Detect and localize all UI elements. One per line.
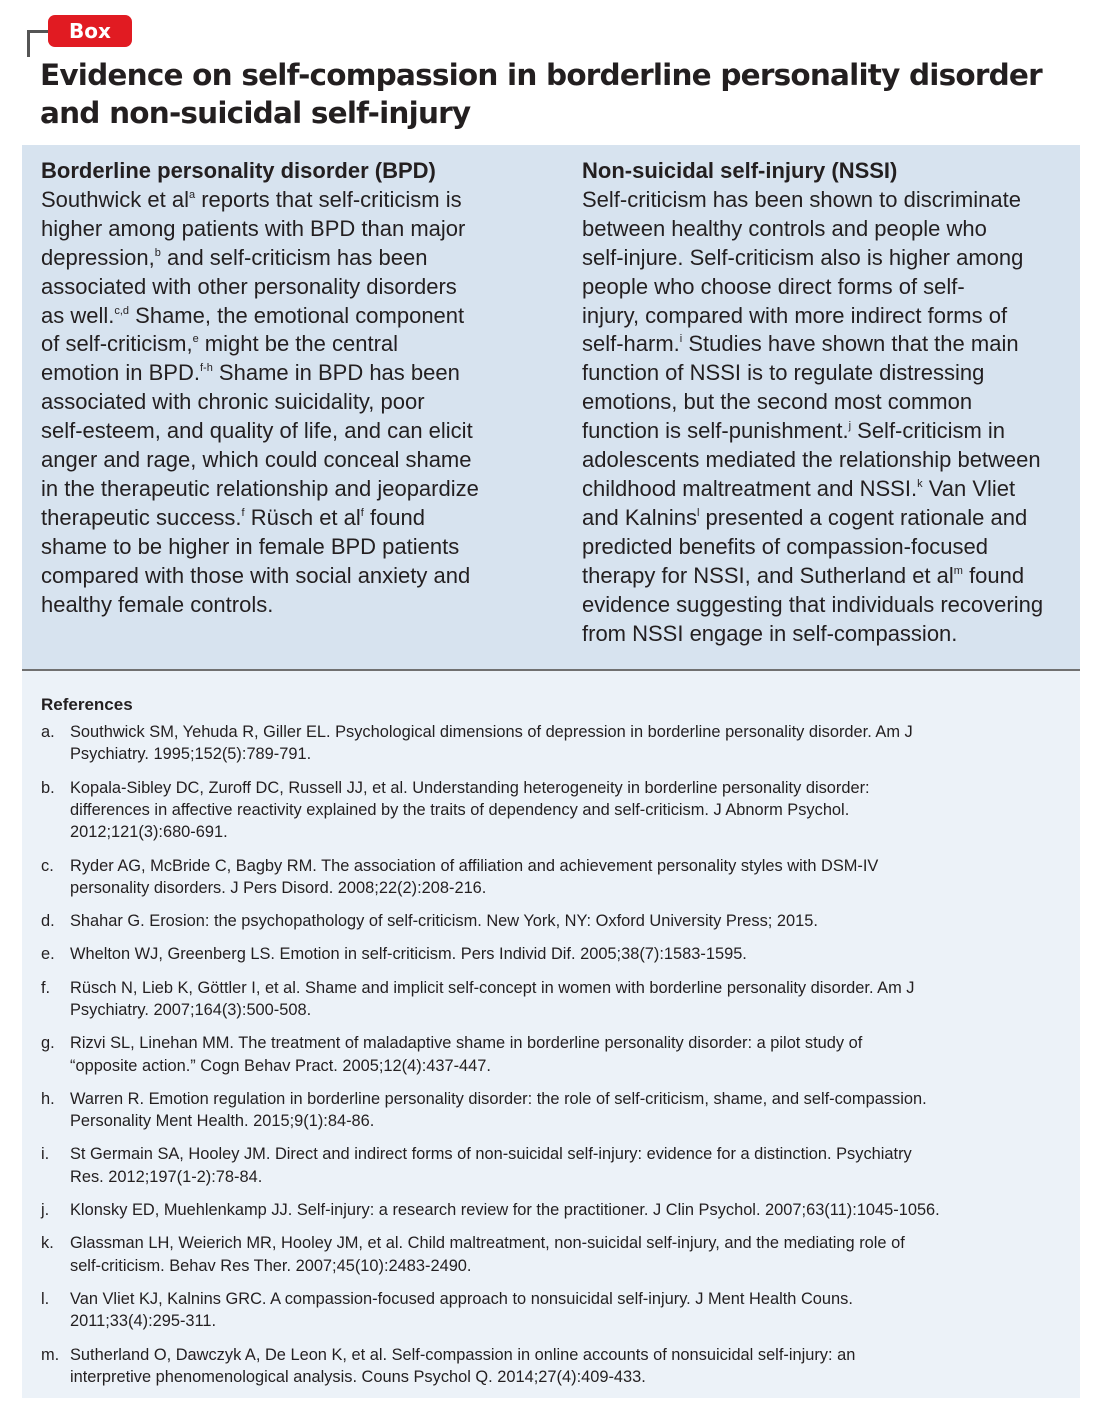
box-badge: Box [48,15,132,47]
main-content-box [22,145,1080,671]
body-text: Self-criticism in [851,418,1006,444]
citation-superscript: f [360,506,364,519]
reference-text [70,1088,927,1133]
reference-line: Warren R. Emotion regulation in borderline personality disorder: the role of self-criticism, shame, and self-compassion. [70,1089,927,1108]
body-text: as well. [41,302,115,328]
reference-letter: c. [41,856,54,875]
body-line [582,186,1043,215]
body-text: predicted benefits of compassion-focused [582,533,989,559]
reference-text [70,1288,853,1333]
body-text: evidence suggesting that individuals recovering [582,591,1044,617]
reference-line: interpretive phenomenological analysis. Couns Psychol Q. 2014;27(4):409-433. [70,1367,646,1386]
body-line [41,504,479,533]
bpd-heading: Borderline personality disorder (BPD) [41,158,436,183]
citation-superscript: e [192,333,199,346]
body-line [582,330,1043,359]
reference-line: Van Vliet KJ, Kalnins GRC. A compassion-focused approach to nonsuicidal self-injury. J Ment Health Couns. [70,1289,853,1308]
body-line [41,446,479,475]
body-text: healthy female controls. [41,591,274,617]
reference-line: Sutherland O, Dawczyk A, De Leon K, et al. Self-compassion in online accounts of nonsuicidal self-injury: an [70,1345,856,1364]
reference-letter: m. [41,1345,60,1364]
citation-superscript: f-h [199,362,213,375]
reference-item [41,1143,1071,1188]
body-line [582,591,1043,620]
body-text: of self-criticism, [41,331,193,357]
body-text: self-harm. [582,331,680,357]
body-line [41,562,479,591]
body-line [582,504,1043,533]
body-line [582,302,1043,331]
body-line [41,330,479,359]
reference-letter: l. [41,1289,50,1308]
reference-line: Personality Ment Health. 2015;9(1):84-86. [70,1112,375,1131]
bpd-column [41,157,479,620]
reference-letter: d. [41,912,55,931]
nssi-heading: Non-suicidal self-injury (NSSI) [582,158,898,183]
reference-item [41,1032,1071,1077]
body-text: self-injure. Self-criticism also is higher among [582,244,1024,270]
body-line [41,591,479,620]
body-text: adolescents mediated the relationship between [582,447,1041,473]
reference-line: 2011;33(4):295-311. [70,1312,217,1331]
reference-line: Whelton WJ, Greenberg LS. Emotion in self-criticism. Pers Individ Dif. 2005;38(7):1583-1595. [70,945,747,964]
nssi-column [582,157,1043,648]
body-text: higher among patients with BPD than major [41,215,466,241]
body-line [582,475,1043,504]
body-text: Studies have shown that the main [682,331,1019,357]
reference-line: Psychiatry. 1995;152(5):789-791. [70,745,312,764]
citation-superscript: f [241,506,245,519]
body-line [41,475,479,504]
body-line [582,359,1043,388]
reference-line: Kopala-Sibley DC, Zuroff DC, Russell JJ, et al. Understanding heterogeneity in borderline personality disorder: [70,778,870,797]
body-line [41,302,479,331]
reference-item [41,1232,1071,1277]
body-text: Shame, the emotional component [129,302,465,328]
body-line [41,186,479,215]
body-text: Van Vliet [922,475,1016,501]
body-text: found [363,504,426,530]
body-text: function is self-punishment. [582,418,849,444]
body-line [582,273,1043,302]
reference-line: Klonsky ED, Muehlenkamp JJ. Self-injury: a research review for the practitioner. J Clin Psychol. 2007;63(11):1045-1056. [70,1201,940,1220]
citation-superscript: l [696,506,700,519]
reference-letter: b. [41,778,55,797]
reference-item [41,1088,1071,1133]
reference-item [41,777,1071,844]
body-text: shame to be higher in female BPD patients [41,533,460,559]
reference-letter: a. [41,723,55,741]
reference-text [70,943,747,965]
body-text: Shame in BPD has been [212,360,460,386]
reference-line: “opposite action.” Cogn Behav Pract. 2005;12(4):437-447. [70,1056,491,1075]
reference-line: personality disorders. J Pers Disord. 2008;22(2):208-216. [70,879,487,898]
body-text: reports that self-criticism is [195,186,462,212]
citation-superscript: i [679,333,683,346]
body-text: compared with those with social anxiety and [41,562,471,588]
body-text: childhood maltreatment and NSSI. [582,475,918,501]
body-line [582,446,1043,475]
reference-line: differences in affective reactivity explained by the traits of dependency and self-criticism. J Abnorm Psychol. [70,801,850,820]
body-line [41,273,479,302]
body-text: emotions, but the second most common [582,389,973,415]
body-line [582,417,1043,446]
body-text: associated with other personality disorders [41,273,457,299]
reference-item [41,1288,1071,1333]
reference-text [70,855,878,900]
reference-item [41,977,1071,1022]
body-text: self-esteem, and quality of life, and can elicit [41,418,473,444]
reference-text [70,1199,940,1221]
body-text: associated with chronic suicidality, poor [41,389,425,415]
reference-line: Rüsch N, Lieb K, Göttler I, et al. Shame and implicit self-concept in women with borderline personality disorder. Am J [70,978,915,997]
body-text: might be the central [198,331,399,357]
reference-letter: j. [41,1201,50,1220]
reference-letter: k. [41,1234,54,1253]
body-text: injury, compared with more indirect forms of [582,302,1008,328]
body-text: Rüsch et al [244,504,361,530]
reference-text [70,977,915,1022]
reference-line: 2012;121(3):680-691. [70,823,228,842]
reference-line: Psychiatry. 2007;164(3):500-508. [70,1001,312,1020]
body-text: in the therapeutic relationship and jeopardize [41,475,479,501]
reference-letter: h. [41,1089,55,1108]
body-text: depression, [41,244,155,270]
reference-item [41,721,1071,766]
citation-superscript: a [188,188,196,201]
title-line: Evidence on self-compassion in borderline personality disorder [40,58,1042,92]
body-text: people who choose direct forms of self- [582,273,965,299]
body-line [582,388,1043,417]
reference-item [41,943,1071,965]
reference-line: Ryder AG, McBride C, Bagby RM. The association of affiliation and achievement personality styles with DSM-IV [70,856,879,875]
body-text: and self-criticism has been [160,244,428,270]
bpd-body [41,186,479,620]
reference-text [70,1232,905,1277]
reference-item [41,1344,1071,1389]
reference-letter: e. [41,945,55,964]
reference-line: Res. 2012;197(1-2):78-84. [70,1167,263,1186]
body-line [41,215,479,244]
body-line [582,620,1043,649]
citation-superscript: j [848,420,852,433]
citation-superscript: b [154,246,161,259]
reference-letter: f. [41,978,51,997]
body-line [41,417,479,446]
title-line: and non-suicidal self-injury [40,96,471,130]
body-text: found [962,562,1025,588]
reference-line: Shahar G. Erosion: the psychopathology of self-criticism. New York, NY: Oxford University Press; 2015. [70,912,818,931]
reference-text [70,1032,862,1077]
citation-superscript: m [953,564,963,577]
body-line [582,215,1043,244]
reference-letter: i. [41,1145,50,1164]
reference-list [41,721,1071,1399]
reference-text [70,1143,912,1188]
reference-item [41,910,1071,932]
body-line [41,533,479,562]
reference-item [41,1199,1071,1221]
body-text: therapeutic success. [41,504,242,530]
body-text: between healthy controls and people who [582,215,987,241]
citation-superscript: c,d [114,304,130,317]
references-heading: References [41,695,133,714]
reference-line: Southwick SM, Yehuda R, Giller EL. Psychological dimensions of depression in borderline personality disorder. Am J [70,723,913,741]
body-text: from NSSI engage in self-compassion. [582,620,958,646]
body-line [582,562,1043,591]
reference-item [41,855,1071,900]
body-text: function of NSSI is to regulate distressing [582,360,985,386]
body-text: emotion in BPD. [41,360,200,386]
reference-text [70,777,870,844]
body-line [582,244,1043,273]
body-line [41,244,479,273]
reference-text [70,1344,855,1389]
body-text: Southwick et al [41,186,189,212]
references-box [22,671,1080,1398]
body-line [41,359,479,388]
reference-letter: g. [41,1034,55,1053]
body-text: therapy for NSSI, and Sutherland et al [582,562,954,588]
body-text: Self-criticism has been shown to discriminate [582,186,1021,212]
body-text: presented a cogent rationale and [699,504,1028,530]
body-line [41,388,479,417]
reference-line: St Germain SA, Hooley JM. Direct and indirect forms of non-suicidal self-injury: evidence for a distinction. Psychiatry [70,1145,912,1164]
reference-line: Glassman LH, Weierich MR, Hooley JM, et al. Child maltreatment, non-suicidal self-injury, and the mediating role of [70,1234,905,1253]
citation-superscript: k [917,477,923,490]
body-text: and Kalnins [582,504,697,530]
reference-line: Rizvi SL, Linehan MM. The treatment of maladaptive shame in borderline personality disorder: a pilot study of [70,1034,863,1053]
box-title [40,56,1042,132]
reference-text [70,910,818,932]
nssi-body [582,186,1043,649]
reference-line: self-criticism. Behav Res Ther. 2007;45(10):2483-2490. [70,1256,472,1275]
body-text: anger and rage, which could conceal shame [41,447,472,473]
reference-text [70,721,913,766]
body-line [582,533,1043,562]
